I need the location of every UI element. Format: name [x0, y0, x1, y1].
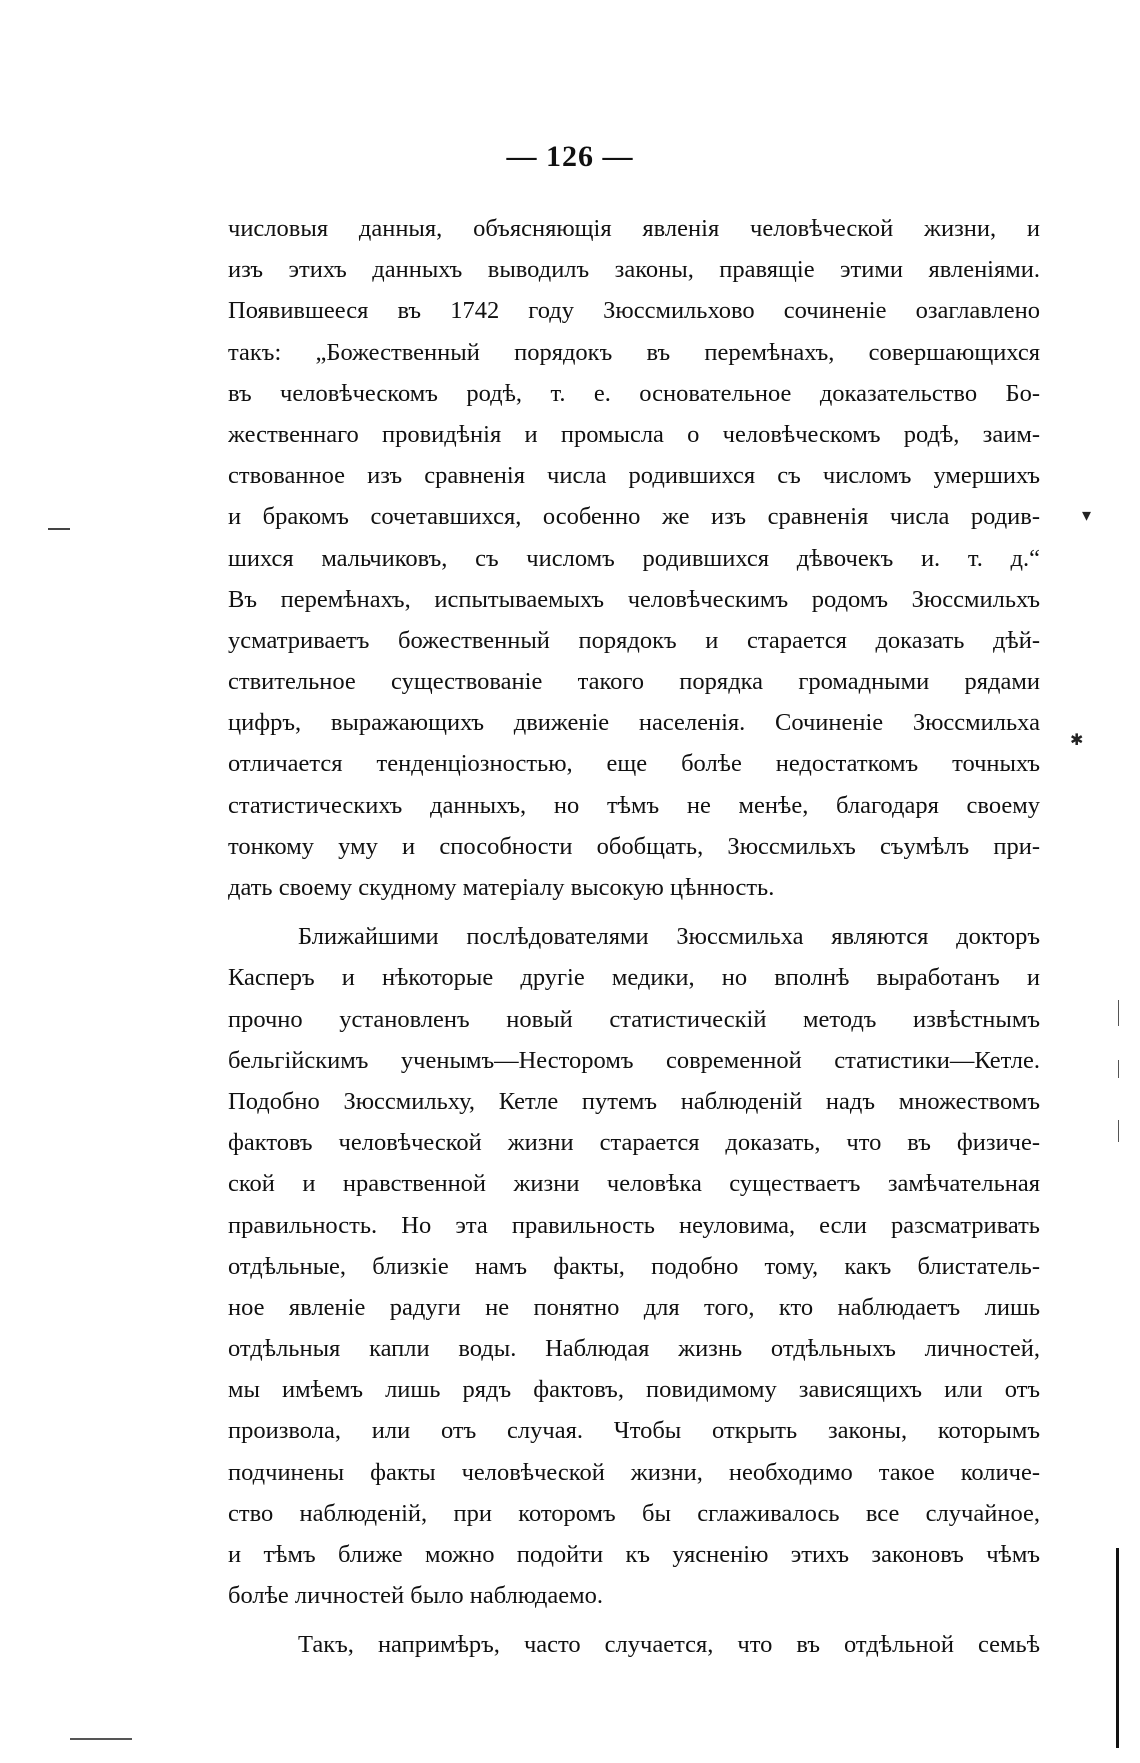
text-line: дать своему скудному матеріалу высокую цѣнность.	[228, 874, 775, 901]
paragraph-spacer	[228, 908, 1040, 916]
text-line: Въ перемѣнахъ, испытываемыхъ человѣческимъ родомъ Зюссмильхъ	[228, 585, 1040, 613]
paragraph-1	[228, 208, 1040, 908]
text-line: отдѣльныя капли воды. Наблюдая жизнь отдѣльныхъ личностей,	[228, 1335, 1040, 1363]
text-line: шихся мальчиковъ, съ числомъ родившихся дѣвочекъ и. т. д.“	[228, 544, 1040, 572]
text-line: Появившееся въ 1742 году Зюссмильхово сочиненіе озаглавлено	[228, 297, 1040, 325]
text-line: числовыя данныя, объясняющія явленія человѣческой жизни, и	[228, 215, 1040, 242]
text-line: бельгійскимъ ученымъ—Несторомъ современной статистики—Кетле.	[228, 1046, 1040, 1074]
margin-star-mark: ✱	[1070, 730, 1084, 749]
text-line: тонкому уму и способности обобщать, Зюссмильхъ съумѣлъ при-	[228, 832, 1040, 860]
right-edge-tick	[1118, 1060, 1119, 1078]
text-line: усматриваетъ божественный порядокъ и старается доказать дѣй-	[228, 626, 1040, 654]
text-line: Касперъ и нѣкоторые другіе медики, но вполнѣ выработанъ и	[228, 964, 1040, 992]
text-line: ство наблюденій, при которомъ бы сглаживалось все случайное,	[228, 1499, 1040, 1527]
text-line: фактовъ человѣческой жизни старается доказать, что въ физиче-	[228, 1129, 1040, 1157]
text-line: Подобно Зюссмильху, Кетле путемъ наблюденій надъ множествомъ	[228, 1087, 1040, 1115]
text-line: Ближайшими послѣдователями Зюссмильха являются докторъ	[298, 923, 1040, 951]
text-line: и бракомъ сочетавшихся, особенно же изъ сравненія числа родив-	[228, 503, 1040, 531]
text-line: прочно установленъ новый статистическій методъ извѣстнымъ	[228, 1005, 1040, 1033]
margin-dot-mark: ▾	[1082, 505, 1092, 526]
text-line: отличается тенденціозностью, еще болѣе недостаткомъ точныхъ	[228, 750, 1040, 778]
text-line: произвола, или отъ случая. Чтобы открыть законы, которымъ	[228, 1417, 1040, 1445]
paragraph-3	[228, 1624, 1040, 1665]
text-line: въ человѣческомъ родѣ, т. е. основательное доказательство Бо-	[228, 379, 1040, 407]
text-line: правильность. Но эта правильность неуловима, если разсматривать	[228, 1211, 1040, 1239]
text-line: ской и нравственной жизни человѣка существаетъ замѣчательная	[228, 1170, 1040, 1198]
text-line: статистическихъ данныхъ, но тѣмъ не менѣе, благодаря своему	[228, 791, 1040, 819]
page-number: — 126 —	[506, 140, 634, 173]
text-line: подчинены факты человѣческой жизни, необходимо такое количе-	[228, 1458, 1040, 1486]
right-edge-tick	[1118, 1000, 1119, 1026]
text-line: и тѣмъ ближе можно подойти къ уясненію этихъ законовъ чѣмъ	[228, 1541, 1040, 1568]
bottom-margin-dash	[70, 1738, 132, 1740]
paragraph-2	[228, 916, 1040, 1616]
text-line: жественнаго провидѣнія и промысла о человѣческомъ родѣ, заим-	[228, 420, 1040, 448]
text-line: болѣе личностей было наблюдаемо.	[228, 1582, 603, 1610]
text-line: такъ: „Божественный порядокъ въ перемѣнахъ, совершающихся	[228, 338, 1040, 366]
body-text	[228, 208, 1040, 1666]
text-line: ствованное изъ сравненія числа родившихся съ числомъ умершихъ	[228, 462, 1040, 490]
text-line: цифръ, выражающихъ движеніе населенія. Сочиненіе Зюссмильха	[228, 709, 1040, 737]
text-line: Такъ, напримѣръ, часто случается, что въ отдѣльной семьѣ	[298, 1631, 1040, 1659]
text-line: ствительное существованіе такого порядка громадными рядами	[228, 668, 1040, 696]
right-edge-tick	[1118, 1120, 1119, 1142]
text-line: ное явленіе радуги не понятно для того, кто наблюдаетъ лишь	[228, 1293, 1040, 1321]
paragraph-spacer	[228, 1616, 1040, 1624]
text-line: отдѣльные, близкіе намъ факты, подобно тому, какъ блистатель-	[228, 1252, 1040, 1280]
left-margin-dash	[48, 528, 70, 530]
right-edge-scan-line	[1116, 1548, 1119, 1748]
text-line: изъ этихъ данныхъ выводилъ законы, правящіе этими явленіями.	[228, 256, 1040, 284]
text-line: мы имѣемъ лишь рядъ фактовъ, повидимому зависящихъ или отъ	[228, 1376, 1040, 1404]
